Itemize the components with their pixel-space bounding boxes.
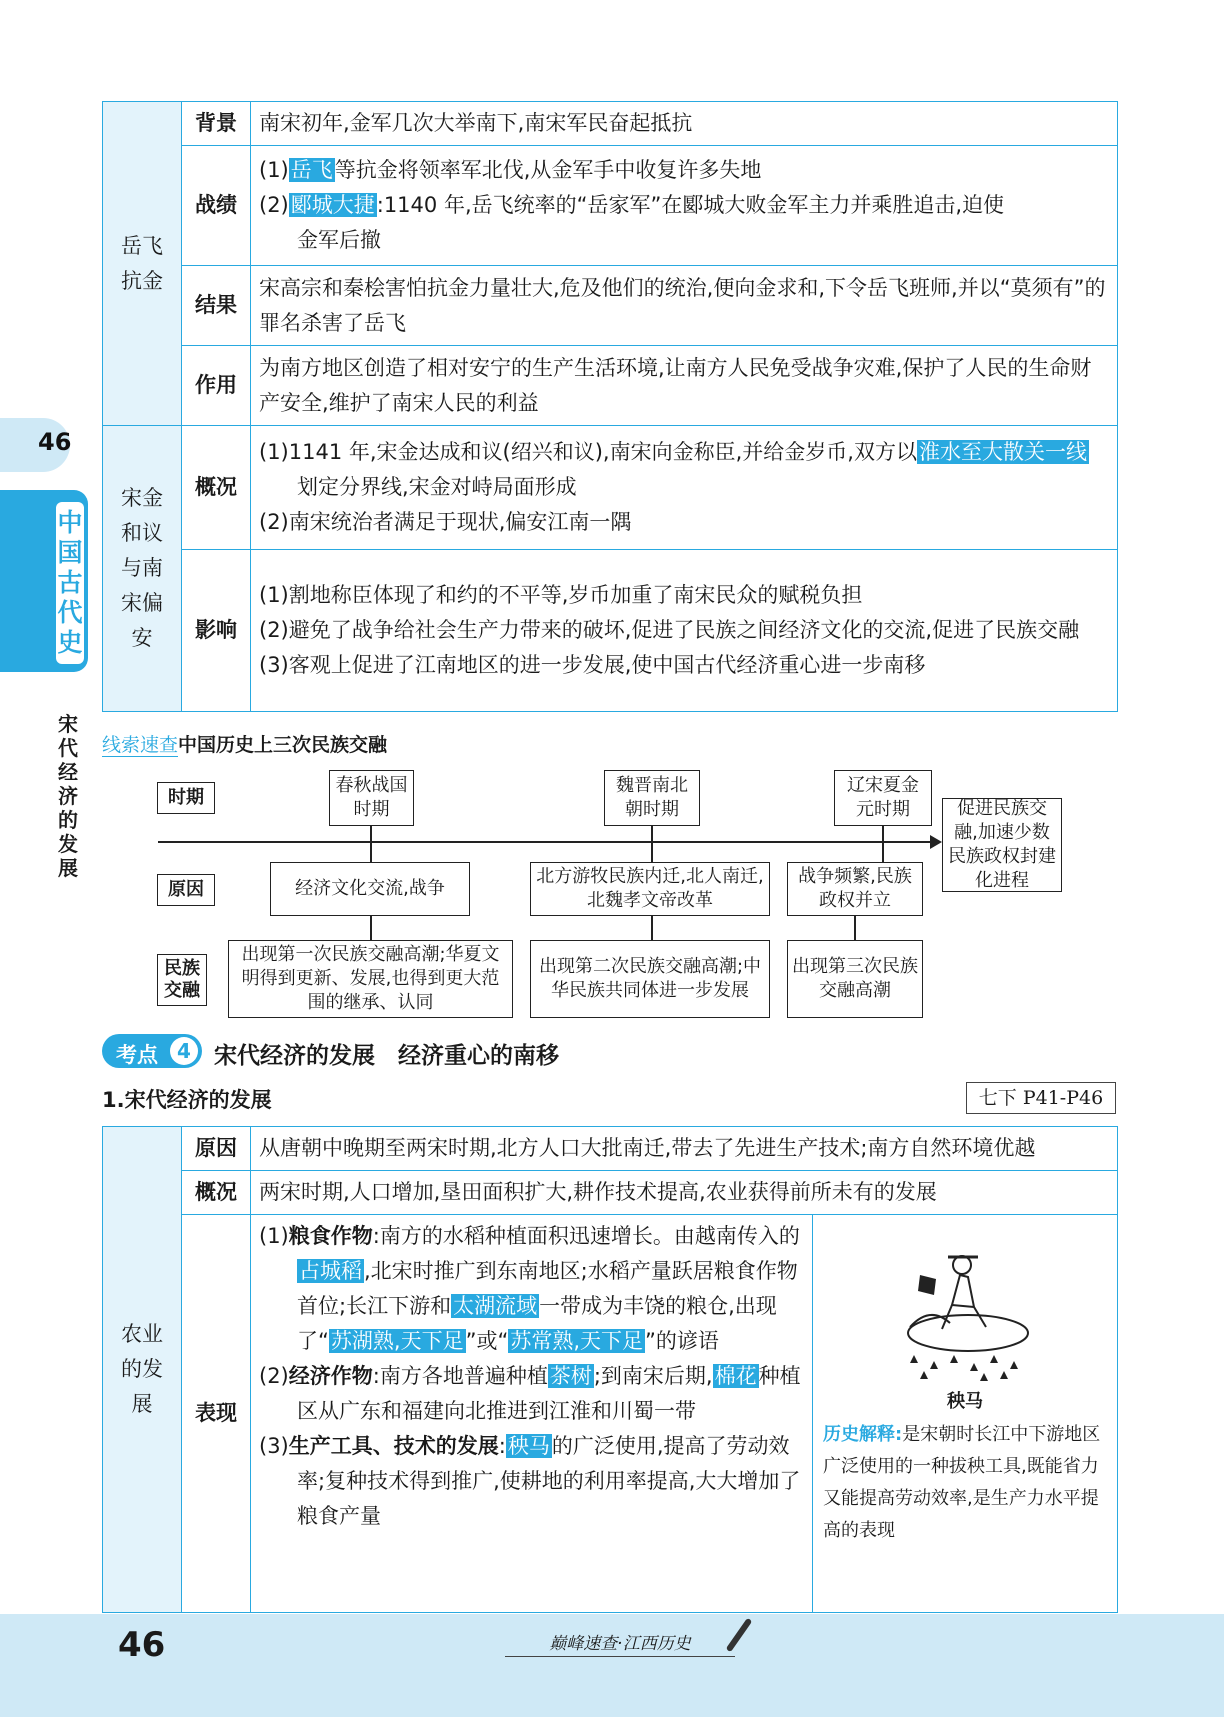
page-number-tab: 46 xyxy=(38,428,72,456)
row-label-fusion: 民族交融 xyxy=(157,954,207,1006)
section-tab-label: 中国古代史 xyxy=(56,502,84,664)
text-summary: 两宋时期,人口增加,垦田面积扩大,耕作技术提高,农业获得前所未有的发展 xyxy=(251,1171,1118,1215)
footer-bar xyxy=(0,1614,1224,1717)
row-label-reason: 原因 xyxy=(157,874,215,906)
text-effect: 为南方地区创造了相对安宁的生产生活环境,让南方人民免受战争灾难,保护了人民的生命财产安全,维护了南宋人民的利益 xyxy=(251,346,1118,426)
arrow-end-box: 促进民族交融,加速少数民族政权封建化进程 xyxy=(942,798,1062,892)
kaodian-number: 4 xyxy=(170,1037,198,1065)
text-impact: (1)割地称臣体现了和约的不平等,岁币加重了南宋民众的赋税负担 (2)避免了战争给社会生产力带来的破坏,促进了民族之间经济文化的交流,促进了民族交融 (3)客观上促进了江南地区的进一步发展,使中国古代经济重心进一步南移 xyxy=(251,550,1118,712)
text-result: 宋高宗和秦桧害怕抗金力量壮大,危及他们的统治,便向金求和,下令岳飞班师,并以“莫须有”的罪名杀害了岳飞 xyxy=(251,266,1118,346)
diagram-heading xyxy=(102,730,387,757)
period-box-1: 春秋战国时期 xyxy=(329,770,414,826)
image-caption: 秧马 xyxy=(947,1391,983,1412)
yangma-illustration xyxy=(890,1235,1040,1385)
label-effect: 作用 xyxy=(182,346,251,426)
fusion-box-1: 出现第一次民族交融高潮;华夏文明得到更新、发展,也得到更大范围的继承、认同 xyxy=(228,940,513,1018)
label-cause: 原因 xyxy=(182,1127,251,1171)
kaodian-label: 考点 xyxy=(116,1043,158,1067)
highlight-huaishui: 淮水至大散关一线 xyxy=(918,440,1087,464)
subsection-title: 1.宋代经济的发展 xyxy=(102,1088,272,1112)
history-note-label: 历史解释: xyxy=(823,1424,903,1445)
label-impact: 影响 xyxy=(182,550,251,712)
label-performance: 表现 xyxy=(182,1215,251,1613)
image-note-cell xyxy=(813,1215,1118,1613)
table-yuefei-songjin xyxy=(102,101,1118,712)
footer-page-number: 46 xyxy=(118,1625,166,1665)
fusion-box-3: 出现第三次民族交融高潮 xyxy=(787,940,923,1018)
reason-box-2: 北方游牧民族内迁,北人南迁,北魏孝文帝改革 xyxy=(530,862,770,916)
highlight-yuefei: 岳飞 xyxy=(290,158,333,182)
label-summary: 概况 xyxy=(182,1171,251,1215)
footer-brand: 巅峰速查·江西历史 xyxy=(505,1632,735,1657)
chapter-title-vertical: 宋代经济的发展 xyxy=(58,712,78,880)
topic-yuefei: 岳飞抗金 xyxy=(103,102,182,426)
text-overview: (1)1141 年,宋金达成和议(绍兴和议),南宋向金称臣,并给金岁币,双方以淮水至大散关一线划定分界线,宋金对峙局面形成 (2)南宋统治者满足于现状,偏安江南一隅 xyxy=(251,426,1118,550)
text-performance: (1)粮食作物:南方的水稻种植面积迅速增长。由越南传入的占城稻,北宋时推广到东南地区;水稻产量跃居粮食作物首位;长江下游和太湖流域一带成为丰饶的粮仓,出现了“苏湖熟,天下足”或“苏常熟,天下足”的谚语 (2)经济作物:南方各地普遍种植茶树;到南宋后期,棉花种植区从广东和福建向北推进到江淮和川蜀一带 (3)生产工具、技术的发展:秧马的广泛使用,提高了劳动效率;复种技术得到推广,使耕地的利用率提高,大大增加了粮食产量 xyxy=(251,1215,813,1613)
reason-box-3: 战争频繁,民族政权并立 xyxy=(787,862,923,916)
text-cause: 从唐朝中晚期至两宋时期,北方人口大批南迁,带去了先进生产技术;南方自然环境优越 xyxy=(251,1127,1118,1171)
label-background: 背景 xyxy=(182,102,251,146)
label-result: 结果 xyxy=(182,266,251,346)
topic-songjin: 宋金和议与南宋偏安 xyxy=(103,426,182,712)
fusion-box-2: 出现第二次民族交融高潮;中华民族共同体进一步发展 xyxy=(530,940,770,1018)
period-box-3: 辽宋夏金元时期 xyxy=(834,770,932,826)
clue-tag: 线索速查 xyxy=(102,734,179,756)
textbook-ref: 七下 P41-P46 xyxy=(966,1082,1116,1114)
history-note-text: 是宋朝时长江中下游地区广泛使用的一种拔秧工具,既能省力又能提高劳动效率,是生产力水平提高的表现 xyxy=(823,1424,1101,1541)
diagram-title: 中国历史上三次民族交融 xyxy=(178,734,388,756)
timeline-axis xyxy=(158,841,936,843)
kaodian-title: 宋代经济的发展 经济重心的南移 xyxy=(214,1043,559,1069)
table-agriculture xyxy=(102,1126,1118,1613)
label-achievement: 战绩 xyxy=(182,146,251,266)
period-box-2: 魏晋南北朝时期 xyxy=(604,770,700,826)
timeline-arrow-icon xyxy=(930,835,942,849)
row-label-period: 时期 xyxy=(157,782,215,814)
topic-agriculture: 农业的发展 xyxy=(103,1127,182,1613)
reason-box-1: 经济文化交流,战争 xyxy=(270,862,470,916)
text-achievement: (1)岳飞等抗金将领率军北伐,从金军手中收复许多失地 (2)郾城大捷:1140 年,岳飞统率的“岳家军”在郾城大败金军主力并乘胜追击,迫使 金军后撤 xyxy=(251,146,1118,266)
history-note xyxy=(823,1419,1107,1547)
text-background: 南宋初年,金军几次大举南下,南宋军民奋起抵抗 xyxy=(251,102,1118,146)
label-overview: 概况 xyxy=(182,426,251,550)
highlight-yancheng: 郾城大捷 xyxy=(290,193,375,217)
